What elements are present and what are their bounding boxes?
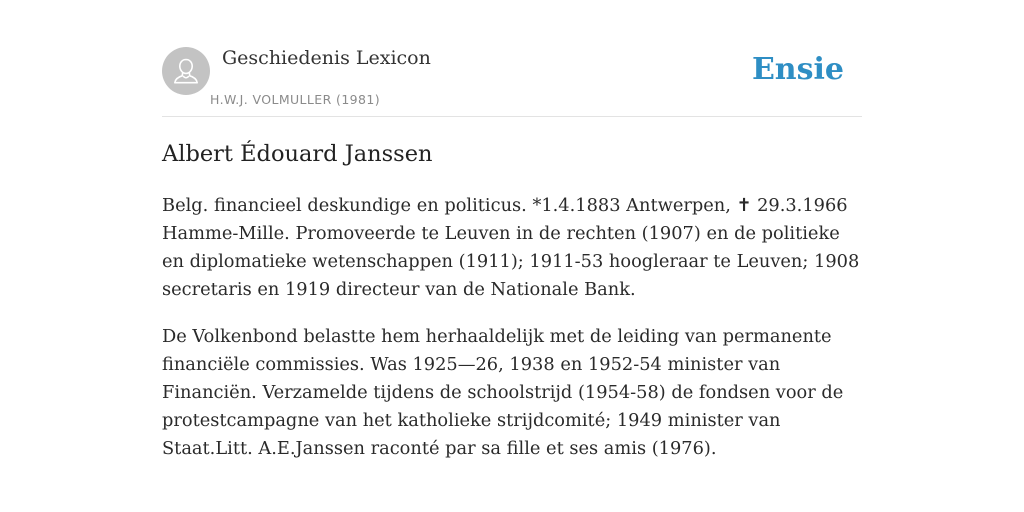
- source-avatar[interactable]: [162, 47, 210, 95]
- entry-paragraph: De Volkenbond belastte hem herhaaldelijk met de leiding van permanente financiële commissies. Was 1925—26, 1938 en 1952-54 minister van Financiën. Verzamelde tijdens de schoolstrijd (1954-58) de fondsen voor de protestcampagne van het katholieke strijdcomité; 1949 minister van Staat.Litt. A.E.Janssen raconté par sa fille et ses amis (1976).: [162, 326, 844, 459]
- entry-paragraph: Belg. financieel deskundige en politicus. *1.4.1883 Antwerpen, ✝ 29.3.1966 Hamme-Mille. Promoveerde te Leuven in de rechten (1907) en de politieke en diplomatieke wetenschappen (1911); 1911-53 hoogleraar te Leuven; 1908 secretaris en 1919 directeur van de Nationale Bank.: [162, 195, 860, 300]
- source-header: [162, 46, 862, 117]
- ensie-logo[interactable]: Ensie: [751, 52, 844, 87]
- source-author[interactable]: H.W.J. VOLMULLER (1981): [210, 92, 381, 107]
- source-title[interactable]: Geschiedenis Lexicon: [222, 47, 431, 69]
- entry-content: [162, 138, 862, 463]
- user-silhouette-icon: [162, 47, 210, 95]
- entry-title: Albert Édouard Janssen: [162, 141, 433, 167]
